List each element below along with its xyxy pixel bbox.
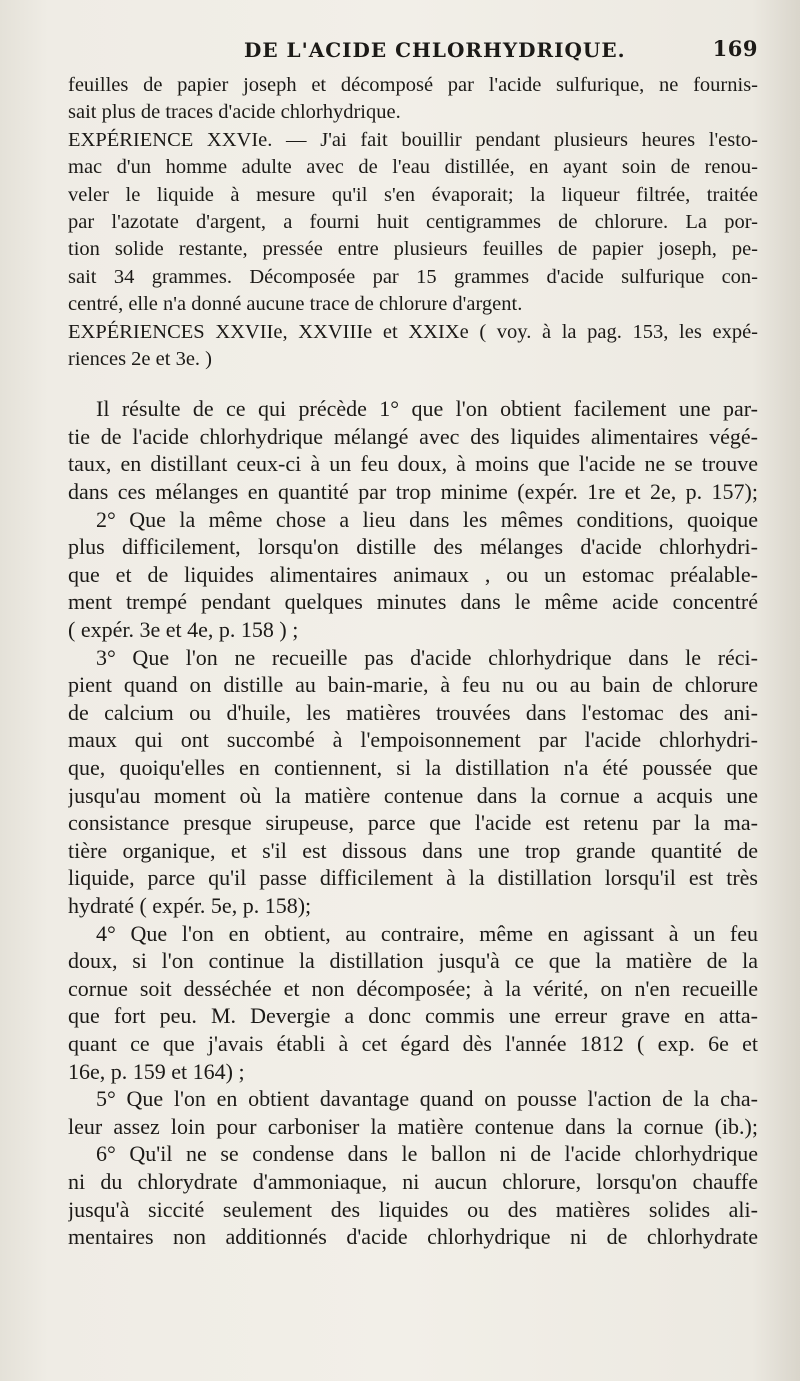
text-line: taux, en distillant ceux-ci à un feu doux, à moins que l'acide ne se trouve: [68, 451, 758, 477]
text-line: sait 34 grammes. Décomposée par 15 grammes d'acide sulfurique con-: [68, 265, 758, 288]
text-line: veler le liquide à mesure qu'il s'en évaporait; la liqueur filtrée, traitée: [68, 183, 758, 206]
text-line: consistance presque sirupeuse, parce que l'acide est retenu par la ma-: [68, 810, 758, 836]
text-line: leur assez loin pour carboniser la matière contenue dans la cornue (ib.);: [68, 1113, 758, 1139]
text-line: ( expér. 3e et 4e, p. 158 ) ;: [68, 617, 299, 643]
text-line: sait plus de traces d'acide chlorhydrique.: [68, 101, 401, 124]
text-line: que fort peu. M. Devergie a donc commis une erreur grave en atta-: [68, 1003, 758, 1029]
text-line: 3° Que l'on ne recueille pas d'acide chlorhydrique dans le réci-: [96, 644, 758, 670]
text-line: EXPÉRIENCES XXVIIe, XXVIIIe et XXIXe ( voy. à la pag. 153, les expé-: [68, 320, 758, 343]
text-line: dans ces mélanges en quantité par trop minime (expér. 1re et 2e, p. 157);: [68, 479, 758, 505]
text-line: 4° Que l'on en obtient, au contraire, même en agissant à un feu: [96, 920, 758, 946]
running-head: DE L'ACIDE CHLORHYDRIQUE.: [244, 38, 626, 62]
text-line: 2° Que la même chose a lieu dans les mêmes conditions, quoique: [96, 506, 758, 532]
text-line: 16e, p. 159 et 164) ;: [68, 1058, 245, 1084]
text-line: pient quand on distille au bain-marie, à feu nu ou au bain de chlorure: [68, 672, 758, 698]
experiment-notes: [68, 72, 758, 373]
text-line: hydraté ( expér. 5e, p. 158);: [68, 892, 312, 918]
text-line: EXPÉRIENCE XXVIe. — J'ai fait bouillir pendant plusieurs heures l'esto-: [68, 128, 758, 151]
text-line: quant ce que j'avais établi à cet égard dès l'année 1812 ( exp. 6e et: [68, 1030, 758, 1056]
conclusions: [68, 395, 758, 1250]
text-line: liquide, parce qu'il passe difficilement à la distillation lorsqu'il est très: [68, 865, 758, 891]
text-line: ment trempé pendant quelques minutes dans le même acide concentré: [68, 589, 758, 615]
text-line: jusqu'à siccité seulement des liquides ou des matières solides ali-: [68, 1196, 758, 1222]
page-number: 169: [712, 36, 758, 61]
text-line: feuilles de papier joseph et décomposé par l'acide sulfurique, ne fournis-: [68, 74, 758, 96]
text-line: cornue soit desséchée et non décomposée; à la vérité, on n'en recueille: [68, 975, 758, 1001]
text-line: ni du chlorydrate d'ammoniaque, ni aucun chlorure, lorsqu'on chauffe: [68, 1168, 758, 1194]
text-line: que et de liquides alimentaires animaux , ou un estomac préalable-: [68, 561, 758, 587]
text-line: centré, elle n'a donné aucune trace de chlorure d'argent.: [68, 293, 523, 316]
text-line: 6° Qu'il ne se condense dans le ballon ni de l'acide chlorhydrique: [96, 1141, 758, 1167]
text-line: que, quoiqu'elles en contiennent, si la distillation n'a été poussée que: [68, 755, 758, 781]
text-line: tière organique, et s'il est dissous dans une trop grande quantité de: [68, 837, 758, 863]
text-line: jusqu'au moment où la matière contenue dans la cornue a acquis une: [68, 782, 758, 808]
text-line: doux, si l'on continue la distillation jusqu'à ce que la matière de la: [68, 948, 758, 974]
text-line: riences 2e et 3e. ): [68, 347, 212, 370]
text-line: mentaires non additionnés d'acide chlorhydrique ni de chlorhydrate: [68, 1224, 758, 1250]
text-line: maux qui ont succombé à l'empoisonnement par l'acide chlorhydri-: [68, 727, 758, 753]
text-line: mac d'un homme adulte avec de l'eau distillée, en ayant soin de renou-: [68, 156, 758, 179]
text-line: par l'azotate d'argent, a fourni huit centigrammes de chlorure. La por-: [68, 210, 758, 233]
text-line: tie de l'acide chlorhydrique mélangé avec des liquides alimentaires végé-: [68, 423, 758, 449]
text-line: tion solide restante, pressée entre plusieurs feuilles de papier joseph, pe-: [68, 238, 758, 261]
text-line: Il résulte de ce qui précède 1° que l'on obtient facilement une par-: [96, 396, 758, 422]
text-line: 5° Que l'on en obtient davantage quand on pousse l'action de la cha-: [96, 1086, 758, 1112]
text-line: plus difficilement, lorsqu'on distille des mélanges d'acide chlorhydri-: [68, 534, 758, 560]
text-line: de calcium ou d'huile, les matières trouvées dans l'estomac des ani-: [68, 699, 758, 725]
page-header: [68, 36, 758, 72]
